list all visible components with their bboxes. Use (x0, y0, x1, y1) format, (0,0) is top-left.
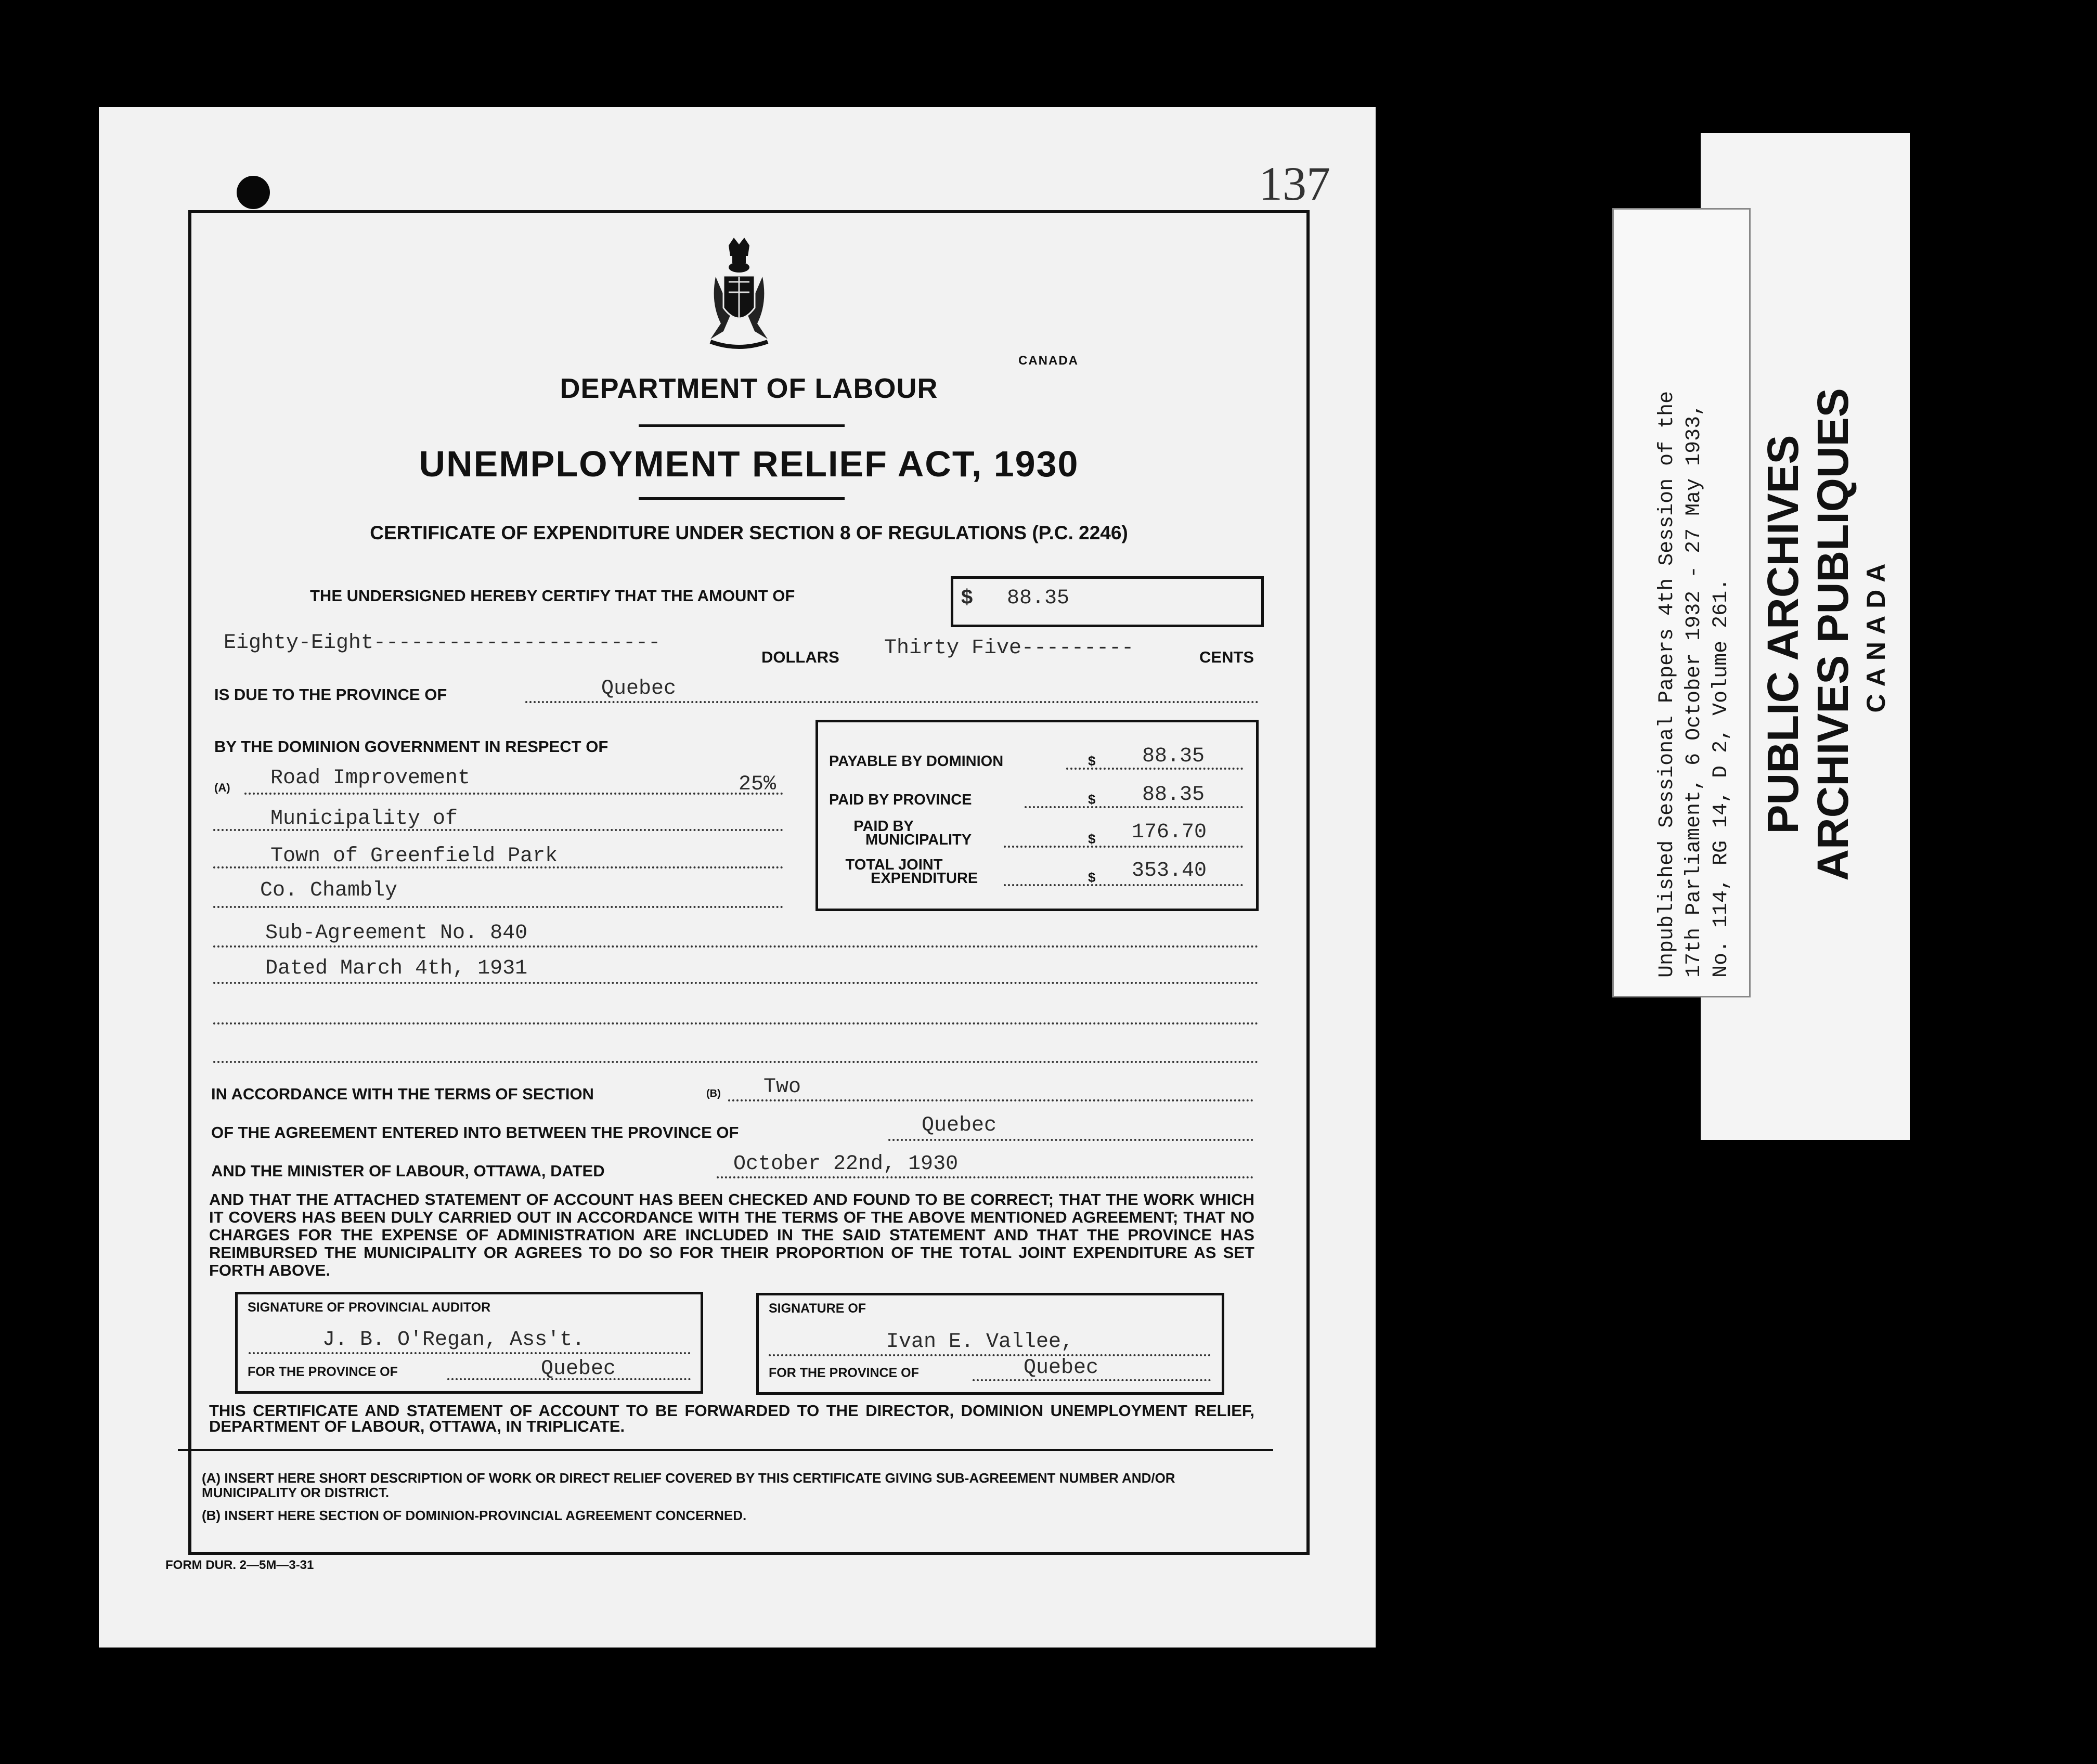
payment-currency: $ (1088, 870, 1096, 885)
divider (178, 1449, 1273, 1451)
fill-line (888, 1139, 1253, 1141)
currency-sign: $ (961, 586, 973, 608)
payment-currency: $ (1088, 792, 1096, 807)
forward-note: THIS CERTIFICATE AND STATEMENT OF ACCOUNT TO BE FORWARDED TO THE DIRECTOR, DOMINION UNEMPLOYMENT RELIEF, DEPARTMENT OF LABOUR, OTTAWA, IN TRIPLICATE. (209, 1402, 1254, 1435)
fill-line (213, 829, 783, 831)
payment-label: EXPENDITURE (871, 870, 978, 887)
footnote-a: (A) INSERT HERE SHORT DESCRIPTION OF WORK OR DIRECT RELIEF COVERED BY THIS CERTIFICATE GIVING SUB-AGREEMENT NUMBER AND/OR MUNICIPALITY OR DISTRICT. (202, 1470, 1175, 1500)
fill-line (213, 1022, 1259, 1024)
payment-value: 176.70 (1132, 821, 1207, 844)
punch-hole (237, 176, 270, 209)
respect-line: Town of Greenfield Park (270, 845, 558, 868)
entered-label: OF THE AGREEMENT ENTERED INTO BETWEEN THE PROVINCE OF (211, 1123, 739, 1142)
fill-line (213, 945, 1259, 948)
fill-line (1004, 846, 1243, 848)
respect-line: Co. Chambly (260, 879, 398, 902)
fill-line (1025, 806, 1243, 808)
archive-line: Unpublished Sessional Papers 4th Session of the (1655, 391, 1679, 978)
payment-label-top: PAID BY (853, 818, 914, 835)
agreement-province: Quebec (922, 1114, 997, 1137)
payment-value: 88.35 (1142, 745, 1205, 768)
payment-label: PAYABLE BY DOMINION (829, 753, 1004, 770)
certification-statement: AND THAT THE ATTACHED STATEMENT OF ACCOUNT HAS BEEN CHECKED AND FOUND TO BE CORRECT; THAT THE WORK WHICH IT COVERS HAS BEEN DULY CARRIED OUT IN ACCORDANCE WITH THE TERMS OF THE ABOVE MENTIONED AGREEMENT; THAT NO CHARGES FOR THE EXPENSE OF ADMINISTRATION ARE INCLUDED IN THE SAID STATEMENT AND THAT THE PROVINCE HAS REIMBURSED THE MUNICIPALITY OR AGREES TO DO SO FOR THEIR PROPORTION OF THE TOTAL JOINT EXPENDITURE AS SET FORTH ABOVE. (209, 1190, 1254, 1279)
fill-line (525, 701, 1259, 703)
agreement-date: October 22nd, 1930 (733, 1152, 959, 1176)
fill-line (213, 982, 1259, 984)
signature-for-label: FOR THE PROVINCE OF (769, 1366, 919, 1380)
signature-title: SIGNATURE OF (769, 1301, 866, 1316)
stamp-line: CANADA (1861, 556, 1891, 713)
payment-value: 88.35 (1142, 783, 1205, 807)
fill-line (244, 793, 783, 795)
payment-label-stack (829, 818, 972, 848)
act-title: UNEMPLOYMENT RELIEF ACT, 1930 (419, 444, 1079, 484)
signature-province: Quebec (1024, 1356, 1099, 1380)
signature-province: Quebec (541, 1357, 616, 1381)
archive-line: 17th Parliament, 6 October 1932 - 27 May 1933, (1682, 403, 1706, 978)
marker-b: (B) (706, 1088, 721, 1099)
fill-line (1004, 884, 1243, 886)
fill-line (213, 866, 783, 868)
payment-currency: $ (1088, 831, 1096, 847)
percent-value: 25% (739, 773, 776, 796)
payment-label-stack (829, 857, 978, 887)
respect-line: Municipality of (270, 807, 458, 831)
fill-line (769, 1354, 1211, 1356)
dollars-words: Eighty-Eight----------------------- (224, 631, 661, 655)
fill-line (249, 1352, 691, 1354)
footnote-b: (B) INSERT HERE SECTION OF DOMINION-PROVINCIAL AGREEMENT CONCERNED. (202, 1508, 747, 1523)
fill-line (728, 1099, 1253, 1101)
section-value: Two (763, 1075, 801, 1099)
payment-label-top: TOTAL JOINT (845, 857, 943, 873)
fill-line (213, 906, 783, 908)
section-label: IN ACCORDANCE WITH THE TERMS OF SECTION (211, 1085, 594, 1103)
amount-box (951, 576, 1264, 627)
fill-line (717, 1176, 1253, 1178)
respect-line: Sub-Agreement No. 840 (265, 922, 528, 945)
cents-label: CENTS (1199, 648, 1254, 666)
canada-crest-icon (700, 235, 778, 355)
payment-value: 353.40 (1132, 859, 1207, 883)
signature-name: Ivan E. Vallee, (886, 1330, 1074, 1354)
respect-line: Road Improvement (270, 767, 471, 790)
stamp-line: ARCHIVES PUBLIQUES (1808, 388, 1857, 881)
form-code: FORM DUR. 2—5M—3-31 (165, 1558, 314, 1572)
archive-line: No. 114, RG 14, D 2, Volume 261. (1710, 578, 1733, 978)
archives-stamp (1758, 364, 1894, 905)
divider (639, 424, 845, 427)
stamp-line: PUBLIC ARCHIVES (1758, 435, 1807, 834)
respect-line: Dated March 4th, 1931 (265, 957, 528, 980)
signature-title: SIGNATURE OF PROVINCIAL AUDITOR (248, 1300, 491, 1315)
signature-for-label: FOR THE PROVINCE OF (248, 1365, 398, 1379)
minister-label: AND THE MINISTER OF LABOUR, OTTAWA, DATED (211, 1162, 605, 1180)
signature-name: J. B. O'Regan, Ass't. (322, 1328, 585, 1352)
divider (639, 497, 845, 500)
fill-line (213, 1061, 1259, 1063)
province-value: Quebec (601, 677, 677, 701)
certify-label: THE UNDERSIGNED HEREBY CERTIFY THAT THE AMOUNT OF (310, 587, 795, 605)
archive-reference (1654, 391, 1735, 978)
respect-label: BY THE DOMINION GOVERNMENT IN RESPECT OF (214, 737, 609, 756)
amount-value: 88.35 (1007, 587, 1070, 610)
payment-label: PAID BY PROVINCE (829, 792, 972, 808)
page-number: 137 (1259, 157, 1330, 210)
crest-caption: CANADA (1018, 354, 1079, 368)
marker-a: (A) (214, 781, 230, 794)
department-title: DEPARTMENT OF LABOUR (560, 373, 938, 404)
dollars-label: DOLLARS (761, 648, 839, 666)
province-label: IS DUE TO THE PROVINCE OF (214, 685, 447, 704)
certificate-title: CERTIFICATE OF EXPENDITURE UNDER SECTION 8 OF REGULATIONS (P.C. 2246) (370, 522, 1128, 543)
payment-label: MUNICIPALITY (865, 832, 972, 848)
payment-currency: $ (1088, 753, 1096, 769)
cents-words: Thirty Five--------- (884, 637, 1134, 660)
